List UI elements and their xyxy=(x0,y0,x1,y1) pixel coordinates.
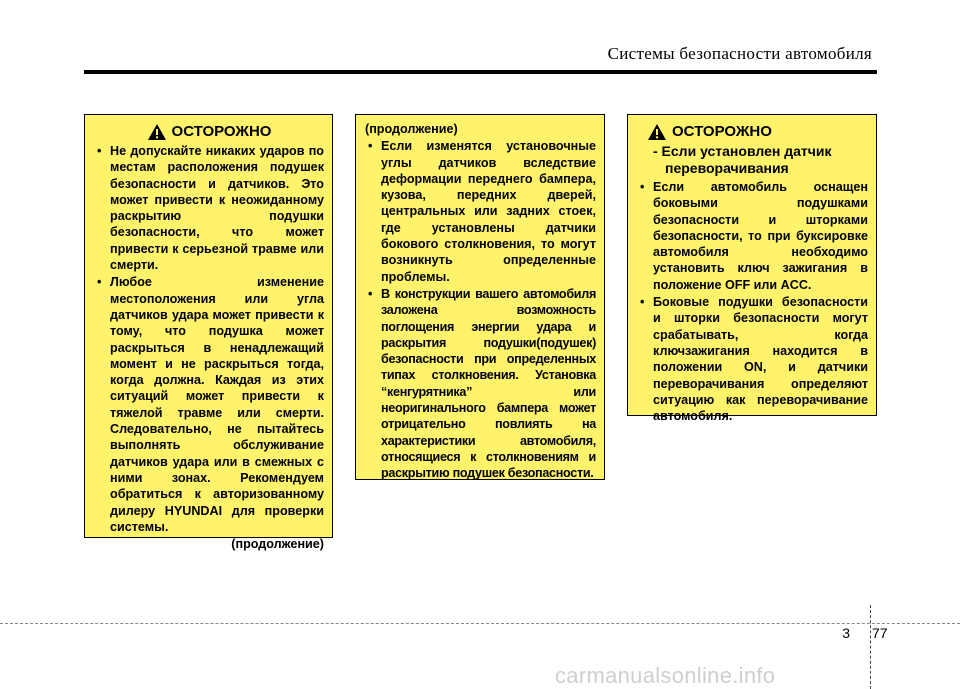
caution-box-impact-sensors xyxy=(84,114,333,552)
caution-box-continued xyxy=(355,114,605,480)
continued-label: (продолжение) xyxy=(365,122,458,136)
list-item: • Не допускайте никаких ударов по местам расположения подушек безопасности и датчиков. Это может привести к неожиданному раскрытию подушки безопасности, что может привести к серьезной травме или смерти. xyxy=(94,143,324,273)
list-item: • Любое изменение местоположения или угла датчиков удара может привести к тому, что подушка может раскрыться в ненадлежащий момент и не раскрыться тогда, когда должна. Каждая из этих ситуаций может привести к тяжелой травме или смерти. Следовательно, не пытайтесь выполнять обслуживание датчиков удара или в смежных с ними зонах. Рекомендуем обратиться к авторизованному дилеру HYUNDAI для проверки системы. xyxy=(94,274,324,535)
caution-list xyxy=(94,143,324,535)
caution-heading-text: ОСТОРОЖНО xyxy=(672,123,772,140)
warning-triangle-icon xyxy=(647,123,667,141)
warning-triangle-icon xyxy=(147,123,167,141)
caution-box-rollover-sensor xyxy=(627,114,877,424)
caution-list xyxy=(365,138,596,481)
caution-heading xyxy=(94,123,324,141)
list-item: • Если автомобиль оснащен боковыми подушками безопасности и шторками безопасности, то при буксировке автомобиля необходимо установить ключ зажигания в положение OFF или ACC. xyxy=(637,179,868,293)
caution-heading-text: ОСТОРОЖНО xyxy=(171,123,272,140)
header-rule xyxy=(84,70,877,74)
chapter-title: Системы безопасности автомобиля xyxy=(607,44,872,63)
list-item: • В конструкции вашего автомобиля заложена возможность поглощения энергии удара и раскрытия подушки(подушек) безопасности при определенных типах столкновения. Установка “кенгурятника” или неоригинального бампера может отрицательно повлиять на характеристики автомобиля, относящиеся к столкновениям и раскрытию подушек безопасности. xyxy=(365,286,596,482)
chapter-number: 3 xyxy=(842,625,850,641)
caution-heading xyxy=(637,123,868,141)
caution-list xyxy=(637,179,868,424)
footer-dashed-rule xyxy=(0,623,960,624)
page-number-value: 77 xyxy=(872,625,888,641)
continued-label: (продолжение) xyxy=(231,537,324,552)
list-item: • Боковые подушки безопасности и шторки безопасности могут срабатывать, когда ключзажигания находится в положении ON, и датчики переворачивания определяют ситуацию как переворачивание автомобиля. xyxy=(637,294,868,424)
list-item: • Если изменятся установочные углы датчиков вследствие деформации переднего бампера, кузова, передних дверей, центральных или задних стоек, где установлены датчики бокового столкновения, то могут возникнуть определенные проблемы. xyxy=(365,138,596,285)
caution-subtitle: - Если установлен датчик переворачивания xyxy=(653,143,832,176)
watermark: carmanualsonline.info xyxy=(555,663,776,688)
page-fold-marker xyxy=(870,605,871,689)
